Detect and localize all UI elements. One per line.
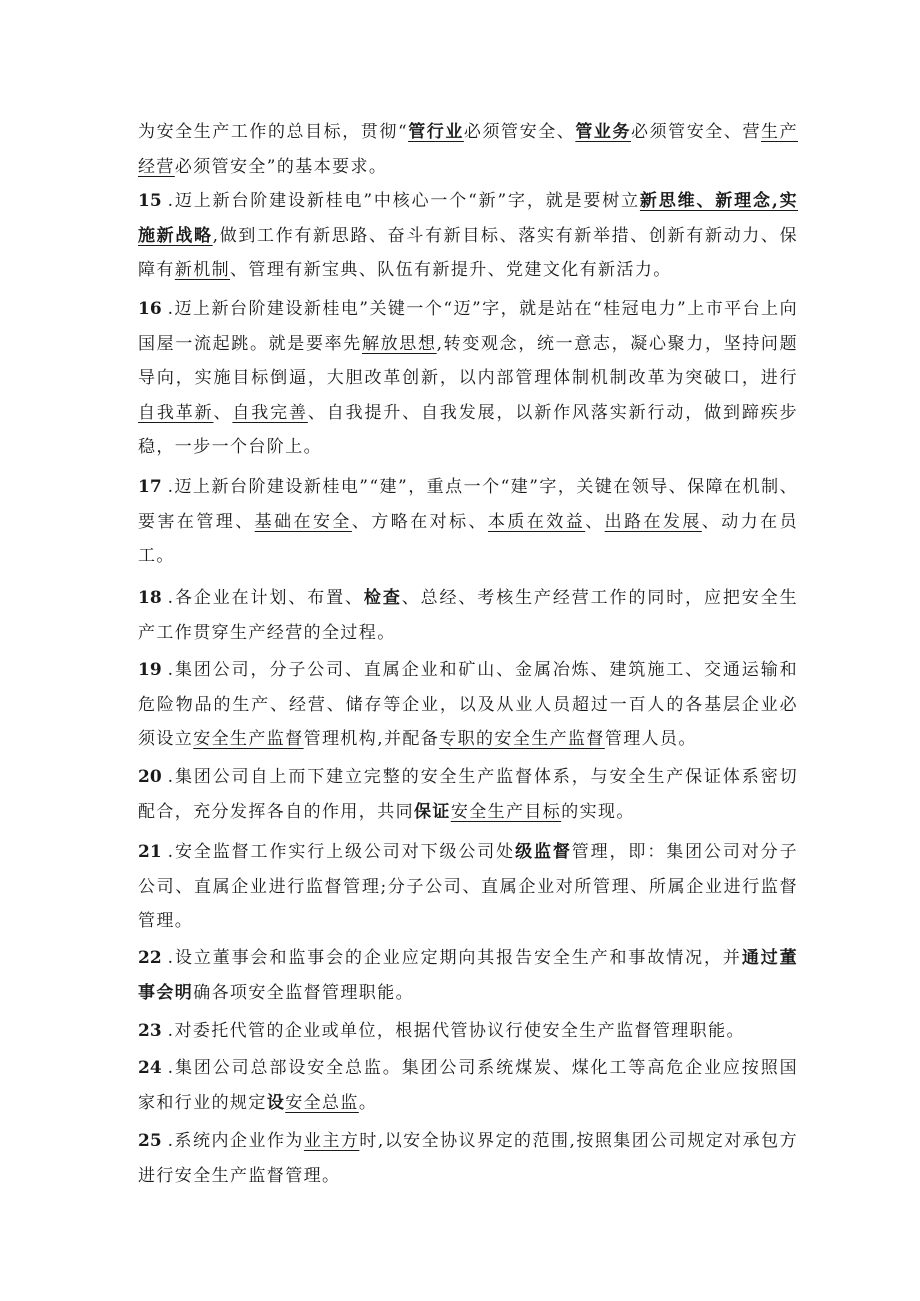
paragraph-24 [138,1051,798,1120]
text: 、总经、考核生产经营工作的同时，应把安全生产工作贯穿生产经营的全过程。 [138,588,798,643]
paragraph-15 [138,184,798,288]
underlined-term: 新机制 [174,260,231,280]
text: .各企业在计划、布置、 [167,588,364,608]
item-number: 18 [138,588,162,608]
item-number: 21 [138,842,162,862]
underlined-term: 本质在效益 [487,511,586,532]
bold-term: 设 [266,1092,286,1113]
underlined-term: 业主方 [303,1131,360,1151]
underlined-term: 基础在安全 [254,511,352,532]
item-number: 25 [138,1131,162,1151]
paragraph-16 [138,292,798,465]
text: 、管理有新宝典、队伍有新提升、党建文化有新活力。 [230,260,672,280]
paragraph-22 [138,941,798,1010]
underlined-term: 安全总监 [285,1092,359,1113]
paragraph-18 [138,581,798,650]
text: .对委托代管的企业或单位，根据代管协议行使安全生产监督管理职能。 [167,1021,745,1041]
text: 营 [742,122,762,142]
underlined-term: 安全生产监督 [193,729,304,749]
text: 必须管安全”的基本要求。 [174,156,388,177]
underlined-term: 出路在发展 [604,511,702,532]
text: .设立董事会和监事会的企业应定期向其报告安全生产和事故情况，并 [167,948,742,968]
paragraph-21 [138,835,798,939]
text: 。 [358,1092,378,1113]
paragraph-17 [138,470,798,574]
text: .安全监督工作实行上级公司对下级公司处 [167,842,516,862]
text: 管理人员。 [604,729,697,749]
text: .迈上新台阶建设新桂电”“建”，重点一个“建”字，关键在领导、保障在机制、要害在管理、 [138,477,798,532]
text: 管理，即：集团公司对分子公司、直属企业进行监督管理;分子公司、直属企业对所管理、所属企业进行监督管理。 [138,842,798,931]
text: 、 [585,511,605,532]
text: 、 [213,402,233,423]
bold-term: 级监督 [515,842,572,862]
underlined-term: 管业务 [575,122,632,142]
underlined-term: 解放思想 [361,333,437,354]
text: 、方略在对标、 [351,511,488,532]
text: .集团公司总部设安全总监。集团公司系统煤炭、煤化工等高危企业应按照国家和行业的规定 [138,1058,798,1113]
paragraph-23 [138,1014,798,1049]
text: 为安全生产工作的总目标，贯彻“ [138,122,409,142]
bold-term: 保证 [414,801,451,822]
item-number: 22 [138,948,162,968]
bold-term: 检查 [363,588,402,608]
text: ,做到工作有新思路、奋斗有新目标、落实有新举措、创新有新动力、保障有 [138,225,798,280]
item-number: 20 [138,767,162,787]
item-number: 23 [138,1021,162,1041]
text: .系统内企业作为 [167,1131,304,1151]
underlined-term: 自我完善 [232,402,308,423]
text: 必须管安全、 [463,122,576,142]
underlined-term: 自我革新 [138,402,214,423]
text: 必须管安全、 [631,122,743,142]
underlined-term: 管行业 [408,122,464,142]
text: .迈上新台阶建设新桂电”中核心一个“新”字，就是要树立 [167,191,640,211]
text: 确各项安全监督管理职能。 [193,982,415,1003]
item-number: 17 [138,477,162,497]
item-number: 15 [138,191,162,211]
underlined-term: 安全生产目标 [450,801,562,822]
underlined-term: 专职的安全生产监督 [439,729,605,749]
text: .集团公司，分子公司、直属企业和矿山、金属冶炼、建筑施工、交通运输和危险物品的生产、经营、储存等企业，以及从业人员超过一百人的各基层企业必须设立 [138,660,798,749]
item-number: 16 [138,299,162,319]
item-number: 19 [138,660,162,680]
paragraph-25 [138,1124,798,1193]
item-number: 24 [138,1058,162,1078]
text: .集团公司自上而下建立完整的安全生产监督体系，与安全生产保证体系密切配合，充分发挥各自的作用，共同 [138,767,798,822]
underlined-term: 生产经营 [138,122,798,177]
text: 管理机构,并配备 [303,729,440,749]
underlined-term: 新思维、新理念,实施新战略 [138,191,798,246]
text: 、动力在员工。 [138,511,799,566]
text: ,转变观念，统一意志，凝心聚力，坚持问题导向，实施目标倒逼，大胆改革创新，以内部管理体制机制改革为突破口，进行 [138,333,798,388]
text: 时,以安全协议界定的范围,按照集团公司规定对承包方进行安全生产监督管理。 [138,1131,799,1186]
paragraph-14-continued [138,115,798,184]
text: 、自我提升、自我发展，以新作风落实新行动，做到蹄疾步稳，一步一个台阶上。 [138,402,798,457]
text: 的实现。 [561,801,635,822]
bold-term: 通过董事会明 [138,948,799,1003]
text: .迈上新台阶建设新桂电”关键一个“迈”字，就是站在“桂冠电力”上市平台上向国屋一流起跳。就是要率先 [138,299,798,354]
paragraph-20 [138,760,798,829]
paragraph-19 [138,653,798,757]
